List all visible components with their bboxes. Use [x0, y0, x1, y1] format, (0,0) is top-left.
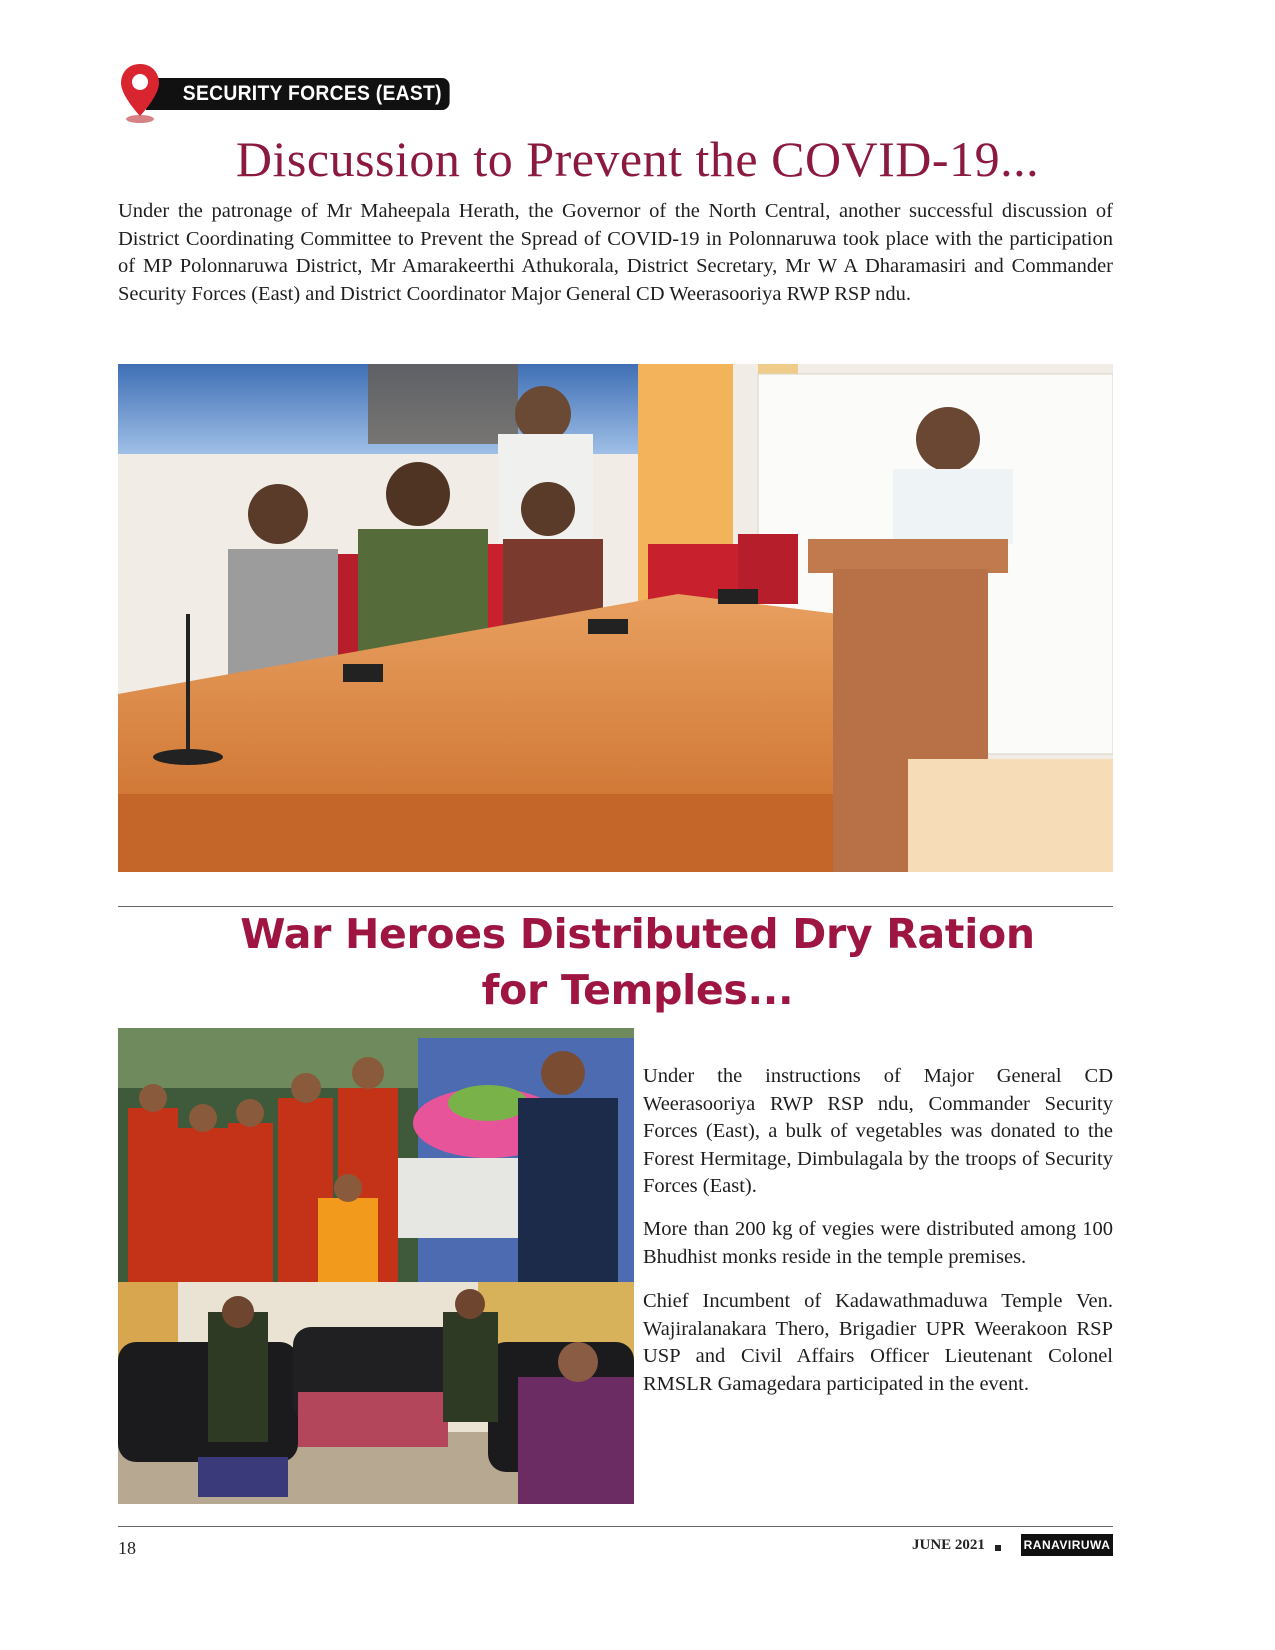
article-2-paragraph: Under the instructions of Major General CD Weerasooriya RWP RSP ndu, Commander Security Forces (East), a bulk of vegetables was donated to the Forest Hermitage, Dimbulagala by the troops of Security Forces (East). — [643, 1065, 1113, 1197]
footer-divider — [118, 1526, 1113, 1527]
article-2-title-line1: War Heroes Distributed Dry Ration — [240, 910, 1035, 958]
section-tag-label: SECURITY FORCES (EAST) — [146, 78, 450, 110]
issue-date: JUNE 2021 — [912, 1537, 985, 1553]
meeting-photo — [118, 364, 1113, 872]
magazine-name: RANAVIRUWA — [1021, 1534, 1113, 1556]
article-2-title — [0, 906, 1275, 1018]
monks-photo — [118, 1028, 634, 1282]
article-1-title: Discussion to Prevent the COVID-19... — [235, 131, 1040, 187]
page-number: 18 — [118, 1538, 136, 1558]
section-tag — [118, 62, 478, 126]
article-1-body: Under the patronage of Mr Maheepala Herath, the Governor of the North Central, another successful discussion of District Coordinating Committee to Prevent the Spread of COVID-19 in Polonnaruwa took place with the participation of MP Polonnaruwa District, Mr Amarakeerthi Athukorala, District Secretary, Mr W A Dharamasiri and Commander Security Forces (East) and District Coordinator Major General CD Weerasooriya RWP RSP ndu. — [118, 200, 1113, 305]
article-2-paragraph: Chief Incumbent of Kadawathmaduwa Temple Ven. Wajiralanakara Thero, Brigadier UPR Weerakoon RSP USP and Civil Affairs Officer Lieutenant Colonel RMSLR Gamagedara participated in the event. — [643, 1290, 1113, 1395]
temple-meeting-photo — [118, 1282, 634, 1504]
footer-bullet — [995, 1545, 1001, 1551]
article-2-title-line2: for Temples... — [481, 966, 794, 1014]
article-2-paragraph: More than 200 kg of vegies were distributed among 100 Bhudhist monks reside in the temple premises. — [643, 1218, 1113, 1268]
location-pin-icon — [118, 62, 162, 124]
